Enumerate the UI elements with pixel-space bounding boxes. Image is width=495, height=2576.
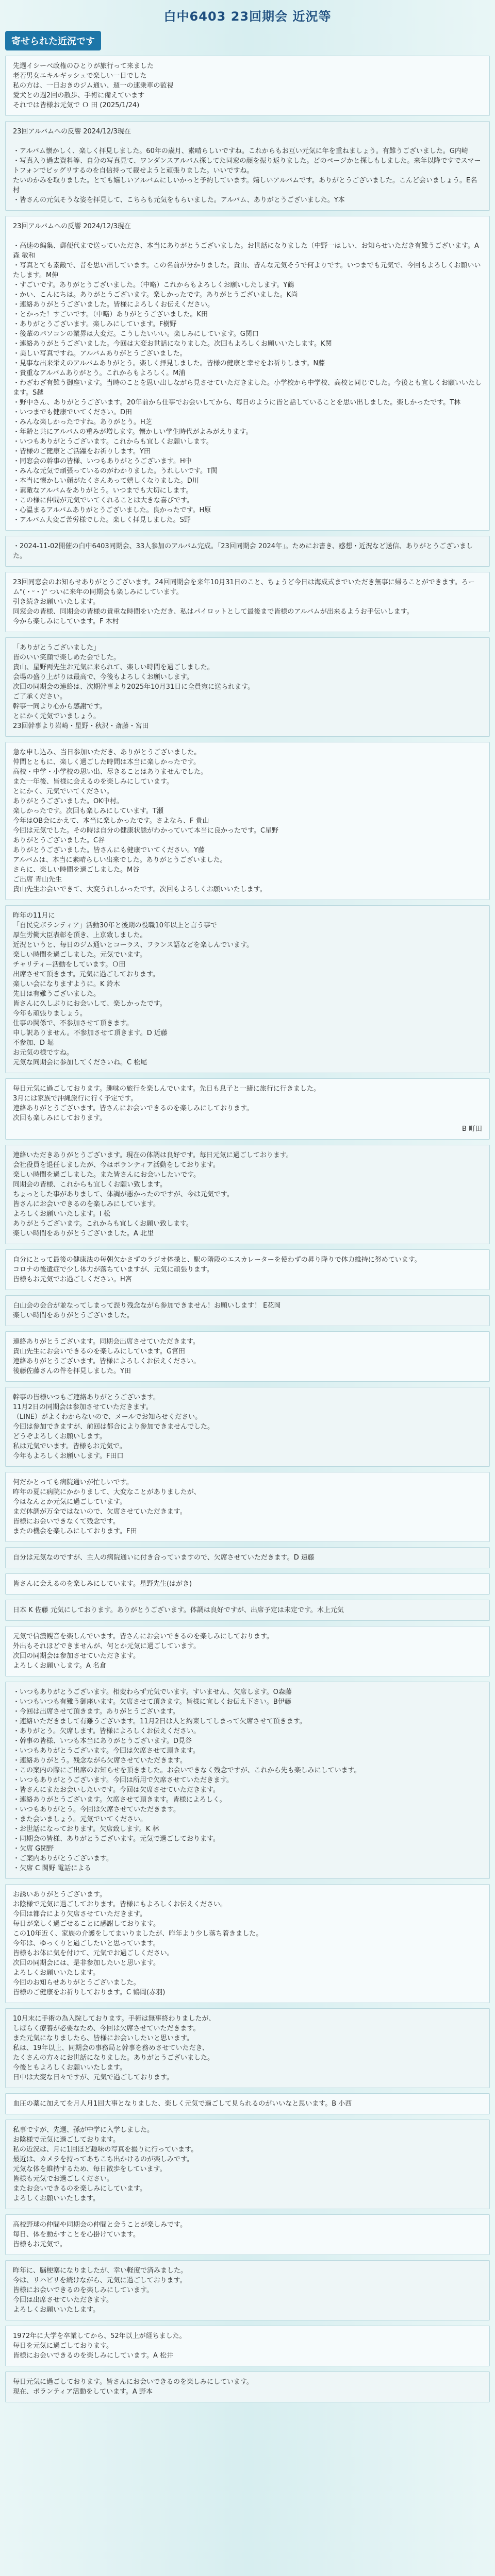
message-line: 日中は大変な日々ですが、元気で過ごしております。 [13, 2074, 173, 2081]
message-line: ・ありがとう。欠席します。皆様によろしくお伝えください。 [13, 1727, 200, 1735]
message-line: 老若男女エキルギッシュで楽しい一日でした [13, 72, 147, 80]
message-line: ・連絡ありがとうございました。皆様によろしくお伝えください。 [13, 301, 214, 309]
message-line: チャリティー活動をしています。Ｏ田 [13, 961, 126, 969]
message-line: 皆様もお元気で。 [13, 2241, 67, 2248]
message-entry [5, 1295, 490, 1326]
message-line: 先週イシーベ政権のひとりが旅行って来ました [13, 62, 154, 70]
message-line: 同窓会の皆様、同期会の皆様の貴重な時間をいただき、私はパイロットとして最後まで皆様のアルバムが出来るようお手伝いします。 [13, 608, 414, 616]
message-line: 毎日元気に過ごしております。皆さんにお会いできるのを楽しみにしています。 [13, 2378, 253, 2386]
message-entry [5, 2326, 490, 2366]
message-line: 出席させて頂きます。元気に過ごしております。 [13, 971, 159, 978]
message-line: 厚生労働大臣表彰を頂き、上京致しました。 [13, 931, 147, 939]
message-line: ・欠席 G関野 [13, 1845, 54, 1853]
message-entry [5, 56, 490, 116]
message-line: ・美しい写真ですね。アルバムありがとうございました。 [13, 350, 187, 358]
message-entry [5, 1884, 490, 2003]
message-line: 10月末に手術の為入院しております。手術は無事終わりましたが、 [13, 2015, 216, 2023]
section-badge: 寄せられた近況です [5, 31, 101, 50]
message-line: 楽しい時間を過ごしました。また皆さんにお会いしたいです。 [13, 1171, 200, 1179]
message-signature: B 町田 [461, 1125, 482, 1133]
message-line: ご出席 青山先生 [13, 876, 62, 884]
message-line: 近況というと、毎日のジム通いとコーラス、フランス語などを楽しんでいます。 [13, 941, 254, 949]
message-line: 急な申し込み、当日参加いただき、ありがとうございました。 [13, 749, 201, 756]
message-line: 仕事の関係で、不参加させて頂きます。 [13, 1020, 133, 1027]
message-line: この10年近く、家族の介護をしてまいりましたが、昨年より少し落ち着きました。 [13, 1930, 263, 1938]
message-line: 23回アルバムへの反響 2024/12/3現在 [13, 223, 131, 230]
message-line: 昨年の11月に [13, 912, 55, 920]
message-line: 先日は有難うございました。 [13, 990, 101, 998]
message-line: 今年は、ゆっくりと過ごしたいと思っています。 [13, 1940, 160, 1947]
message-entry [5, 2260, 490, 2320]
message-line: 今回は出席させていただきます。 [13, 2296, 113, 2304]
message-line: ・ありがとうございます。楽しみにしています。F樹野 [13, 320, 177, 328]
message-line: 自分は元気なのですが、主人の病院通いに付き合っていますので、欠席させていただきます。D 遠藤 [13, 1554, 315, 1562]
message-line: 白山会の会合が並なってしまって誤り残念ながら参加できません！お願いします！ E花岡 [13, 1302, 281, 1310]
message-line: お陰様で元気に過ごしております。皆様にもよろしくお伝えください。 [13, 1901, 227, 1908]
message-line: 最近は、カメラを持ってあちこち出かけるのが楽しみです。 [13, 2156, 193, 2163]
message-line: ・心温まるアルバムありがとうございました。良かったです。H原 [13, 506, 211, 514]
message-line: 今回のお知らせありがとうございました。 [13, 1979, 140, 1987]
message-entry [5, 1547, 490, 1568]
message-entry [5, 1600, 490, 1621]
message-entry [5, 2120, 490, 2209]
message-line: 連絡いただきありがとうございます。現在の体調は良好です。毎日元気に過ごしております。 [13, 1151, 293, 1159]
message-line: ・ご案内ありがとうございます。 [13, 1855, 113, 1862]
message-line: ありがとうございました。C谷 [13, 837, 105, 844]
message-line: 現在、ボランティア活動をしています。A 野本 [13, 2388, 153, 2396]
message-entry [5, 2093, 490, 2114]
message-line: ・いつもありがとうございます。今回は欠席させて頂きます。 [13, 1747, 200, 1755]
message-line: 23回幹事より岩崎・星野・秋沢・斎藤・宮田 [13, 722, 149, 730]
message-line: ・素敵なアルバムをありがとう。いつまでも大切にします。 [13, 487, 193, 495]
message-line: ・同期会の皆様、ありがとうございます。元気で過ごしております。 [13, 1835, 220, 1843]
message-line: 今はなんとか元気に過ごしています。 [13, 1498, 126, 1506]
message-line: 楽しかったです。次回も楽しみにしています。T瀬 [13, 807, 163, 815]
message-line: 高校・中学・小学校の思い出、尽きることはありませんでした。 [13, 768, 208, 776]
message-line: アルバムは、本当に素晴らしい出来でした。ありがとうございました。 [13, 856, 227, 864]
message-line: 貴山、星野両先生お元気に来られて、楽しい時間を過ごしました。 [13, 664, 214, 671]
message-line: ・いつもありがとうございます。今回は所用で欠席させていただきます。 [13, 1776, 233, 1784]
message-line: ・いつまでも健康でいてください。D田 [13, 409, 133, 416]
message-line: どうぞよろしくお願いします。 [13, 1433, 106, 1440]
message-line: ・いつもありがとうございます。これからも宜しくお願いします。 [13, 438, 213, 446]
message-line: 今は、リハビリを続けながら、元気に過ごしております。 [13, 2277, 187, 2284]
message-line: 皆さんにお会いできるのを楽しみにしています。 [13, 1200, 160, 1208]
message-line: ・お世話になっております。欠席致します。K 林 [13, 1825, 159, 1833]
message-line: 「ありがとうございました」 [13, 644, 101, 652]
message-line: ・欠席 C 関野 電話による [13, 1865, 91, 1872]
message-line: 外出もそれほどできませんが、何とか元気に過ごしています。 [13, 1642, 200, 1650]
message-line: 今回は都合により欠席させていただきます。 [13, 1910, 146, 1918]
message-line: 次回の同期会の連絡は、次期幹事より2025年10月31日に全員宛に送られます。 [13, 683, 255, 691]
message-line: 今後ともよろしくお願いいたします。 [13, 2064, 126, 2072]
message-line: 今年はOB会にかえて、本当に楽しかったです。さよなら、F 貴山 [13, 817, 209, 825]
message-entry [5, 742, 490, 900]
message-line: ご了承ください。 [13, 693, 67, 701]
message-line: ・連絡ありがとうございます。欠席させて頂きます。皆様によろしく。 [13, 1796, 226, 1804]
message-line [13, 137, 482, 146]
message-line: 申し訳ありません。不参加させて頂きます。D 近藤 [13, 1029, 168, 1037]
message-line: 私の近況は、月に1回ほど趣味の写真を撮りに行っています。 [13, 2146, 198, 2154]
message-line: 皆様にお会いできなくて残念です。 [13, 1518, 120, 1526]
message-line: よろしくお願いいたします。 [13, 2195, 100, 2202]
message-line: お陰様で元気に過ごしております。 [13, 2136, 120, 2144]
message-entry [5, 216, 490, 531]
message-line: 今回は元気でした。その時は自分の健康状態がわかっていて本当に良かったです。C星野 [13, 827, 279, 835]
message-line: ・野中さん、ありがとうございます。20年前から仕事でお会いしてから、毎日のように皆と話していることを思い出しました。楽しかったです。T林 [13, 399, 461, 406]
message-line: 自分にとって最後の健康法の毎朝欠かさずのラジオ体操と、駅の階段のエスカレーターを使わずの昇り降りで体力維持に努めています。 [13, 1256, 421, 1264]
message-line: ・後輩のパソコンの業界は大変だ。こうしたいいい。楽しみにしています。G関口 [13, 330, 259, 338]
message-line: ・高速の編集、郵便代まで送っていただき、本当にありがとうございました。お世話になりました（中野一はしい、お知らせいただき有難うございます。A森 敏和 [13, 242, 479, 260]
message-line: ・2024-11-02開催の白中6403同期会、33人参加のアルバム完成。「23回同期会 2024年」。ためにお書き、感想・近況など送信、ありがとうございました。 [13, 543, 473, 560]
message-line: 1972年に大学を卒業してから、52年以上が経ちました。 [13, 2332, 186, 2340]
message-line: ・いつもありがとうございます。相変わらず元気でいます。すいません、欠席します。O森藤 [13, 1688, 292, 1696]
message-line: ありがとうございます。これからも宜しくお願い致します。 [13, 1220, 193, 1228]
message-line: 貴山先生にお会いできるのを楽しみにしています。G宮田 [13, 1348, 186, 1355]
message-line: ・皆さんにまたお会いしたいです。今回は欠席させていただきます。 [13, 1786, 220, 1794]
message-line: 後藤佐藤さんの件を拝見しました。Y田 [13, 1367, 131, 1375]
message-line: ・この様に仲間が元気でいてくれることは大きな喜びです。 [13, 497, 193, 504]
message-line: 皆さんに会えるのを楽しみにしています。星野先生(はがき) [13, 1580, 192, 1588]
message-entry [5, 2008, 490, 2088]
message-line: ・幹事の皆様、いつも本当にありがとうございます。D見谷 [13, 1737, 192, 1745]
message-line: ・本当に懐かしい顔がたくさんあって嬉しくなりました。D川 [13, 477, 199, 485]
message-line: 昨年の夏に病院にかかりまして、大変なことがありましたが、 [13, 1488, 201, 1496]
message-line: 23回同窓会のお知らせありがとうございます。24回同期会を来年10月31日のこと、ちょうど今日は海成式までいただき無事に帰ることができます。ろーム"(・ᵕ・)" ついに来年の同期会も楽しみにしています。 [13, 579, 475, 596]
message-line: ・わざわざ有難う御座います。当時のことを思い出しながら見させていただきました。小学校から中学校、高校と同じでした。今後とも宜しくお願いいたします。S越 [13, 379, 482, 397]
message-line: 私は元気でいます。皆様もお元気で。 [13, 1443, 126, 1450]
message-line: ・すごいです。ありがとうございました。（中略）これからもよろしくお願いしたします。Y鶴 [13, 281, 294, 289]
message-line: 元気な同期会に参加してくださいね。C 松尾 [13, 1059, 147, 1066]
message-line: ・貴重なアルバムありがとう。これからもよろしく。M浦 [13, 369, 186, 377]
message-line: 元気で信濃観音を楽しんでいます。皆さんにお会いできるのを楽しみにしております。 [13, 1633, 273, 1640]
message-entry [5, 1472, 490, 1542]
message-line: 幹事の皆様いつもご連絡ありがとうございます。 [13, 1394, 160, 1401]
message-line: 血圧の薬に加えてを月人月1回大事となりました、楽しく元気で過ごして見られるのがいいなと思います。B 小西 [13, 2100, 352, 2108]
message-line: 毎日、体を動かすことを心掛けています。 [13, 2231, 140, 2239]
message-line: たいのかみを取りました。とても嬉しいアルバムにしいかっと予約しています。嬉しいアルバムです。ありがとうございました。こんど会いましょう。E名村 [13, 177, 477, 194]
message-line: ・同窓会の幹事の皆様、いつもありがとうございます。H中 [13, 457, 192, 465]
message-line: 連絡ありがとうございます。皆様によろしくお伝えください。 [13, 1358, 200, 1365]
message-line: ・いつもいつも有難う御座います。欠席させて頂きます。皆様に宜しくお伝え下さい。B伊藤 [13, 1698, 291, 1706]
message-line: 幹事一同より心から感謝です。 [13, 703, 106, 710]
message-line: お誘いありがとうございます。 [13, 1891, 106, 1899]
message-entry [5, 2371, 490, 2402]
message-line: よろしくお願いいたします。 [13, 1969, 100, 1977]
message-line: また元気になりましたら、皆様にお会いしたいと思います。 [13, 2035, 193, 2042]
message-line: 次回の同期会には、是非参加したいと思います。 [13, 1959, 160, 1967]
message-entry [5, 536, 490, 567]
message-line: ありがとうございました。OK中村。 [13, 798, 123, 805]
message-line: ・連絡ありがとうございました。今回は大変お世話になりました。次回もよろしくお願いいたします。K関 [13, 340, 332, 348]
message-line: 高校野球の仲間や同期会の仲間と会うことが楽しみです。 [13, 2221, 187, 2229]
message-line: 仲間とともに、楽しく過ごした時間は本当に楽しかったです。 [13, 758, 200, 766]
message-line: 皆様のご健康をお祈りしております。C 鶴岡(赤羽) [13, 1989, 166, 1996]
message-line: 引き続きお願いいたします。 [13, 598, 100, 606]
message-line: 次回の同期会は参加させていただきます。 [13, 1652, 140, 1660]
message-line: ・写真入り過去資料等、自分の写真見て、ワンダンスアルバム探してた同窓の顔を振り返りました。どのページかと探しもしました。来年以降ですでスマートフォンでビッグリするのを自信持って載せようと頑張りました。いいですね。 [13, 157, 481, 175]
message-line: 同期会の皆様、これからも宜しくお願い致します。 [13, 1181, 167, 1189]
message-entry [5, 1145, 490, 1244]
message-entry [5, 1682, 490, 1879]
message-line: ・また会いましょう。元気でいてください。 [13, 1816, 147, 1823]
message-line: 連絡ありがとうございます。皆さんにお会いできるのを楽しみにしております。 [13, 1105, 253, 1112]
message-line: ・今回は出席させて頂きます。ありがとうございます。 [13, 1708, 179, 1716]
message-line: ・写真とても素敵で、昔を思い出しています。この名前が分かりました。貴山、皆んな元気そうで何よりです。いつまでも元気で、今回もよろしくお願いいたします。M伸 [13, 262, 481, 279]
message-line: 楽しい時間をありがとうございました。 [13, 1312, 134, 1319]
message-line: 皆のいい笑顔で楽しめた会でした。 [13, 654, 121, 662]
message-line: ちょっとした事がありまして、体調が悪かったのですが、今は元気です。 [13, 1191, 234, 1198]
message-line: 「自民党ボランティア」活動30年と後期の役職10年以上と言う事で [13, 922, 218, 929]
message-line: 今年もよろしくお願いします。F田口 [13, 1452, 124, 1460]
message-line: よろしくお願いいたします。I 松 [13, 1210, 110, 1218]
message-line: コロナの後遺症で少し体力が落ちていますが、元気に頑張ります。 [13, 1266, 213, 1274]
message-entry [5, 121, 490, 211]
message-line: ありがとうございました。皆さんにも健康でいてください。Y藤 [13, 846, 205, 854]
message-line: 楽しい時間をありがとうございました。A 北里 [13, 1230, 154, 1238]
message-line: 楽しい時間を過ごしました。元気でいます。 [13, 951, 146, 959]
message-line: ・連絡ありがとう。残念ながら欠席させていただきます。 [13, 1757, 187, 1765]
message-line: ・皆様のご健康とご活躍をお祈りします。Y田 [13, 448, 151, 455]
message-line: たくさんの方々にお世話になりました。ありがとうございました。 [13, 2054, 214, 2062]
message-line: 皆様にお会いできるのを楽しみにしています。 [13, 2286, 153, 2294]
message-line: 皆様にお会いできるのを楽しみにしています。A 松井 [13, 2352, 173, 2360]
message-line: ・アルバム大変ご苦労様でした。楽しく拝見しました。S野 [13, 516, 191, 524]
message-line: 会場の盛り上がりは最高で、今後もよろしくお願いします。 [13, 673, 193, 681]
message-line: ・アルバム懐かしく、楽しく拝見しました。60年の歳月、素晴らしいですね。これからもお互い元気に年を重ねましょう。有難うございました。G内崎 [13, 147, 468, 155]
message-line: 元気な体を維持するため、毎日散歩をしています。 [13, 2165, 167, 2173]
message-entry [5, 1387, 490, 1467]
message-line: ・とかった！すごいです。（中略）ありがとうございました。K田 [13, 311, 208, 318]
message-entry [5, 637, 490, 737]
message-line: 11月2日の同期会は参加させていただきます。 [13, 1403, 153, 1411]
message-line [13, 231, 482, 241]
message-line: とにかく、元気でいてください。 [13, 788, 113, 795]
entries-list [5, 56, 490, 2402]
message-line: しばらく療養が必要なため、今回は欠席させていただきます。 [13, 2025, 200, 2032]
message-line: ・いつもありがとう。今回は欠席させていただきます。 [13, 1806, 180, 1814]
message-line: 23回アルバムへの反響 2024/12/3現在 [13, 128, 131, 135]
message-entry [5, 1573, 490, 1595]
message-line: 3月には家族で沖縄旅行に行く予定です。 [13, 1095, 138, 1103]
message-line: ・見事な出来栄えのアルバムありがとう。楽しく拝見しました。皆様の健康と幸せをお祈りします。N藤 [13, 360, 325, 367]
message-entry [5, 905, 490, 1073]
message-line: 今回は参加できますが、前回は都合により参加できませんでした。 [13, 1423, 214, 1431]
message-line: ・かい、こんにちは。ありがとうございます。楽しかったです。ありがとうございました。K尚 [13, 291, 298, 299]
message-line: （LINE）がよくわからないので、メールでお知らせください。 [13, 1413, 202, 1421]
message-line: 貴山先生お会いできて、大変うれしかったです。次回もよろしくお願いいたします。 [13, 886, 267, 893]
message-line: 私は、19年以上、同期会の事務局と幹事を務めさせていただき、 [13, 2044, 209, 2052]
message-line: 愛犬との週2回の散歩、手術に備えています [13, 92, 145, 99]
message-entry [5, 1626, 490, 1676]
message-line: 皆さんに久しぶりにお会いして、楽しかったです。 [13, 1000, 167, 1008]
message-line: またの機会を楽しみにしております。F田 [13, 1528, 137, 1535]
message-line: ・皆さんの元気そうな姿を拝見して、こちらも元気をもらいました。アルバム、ありがとうございました。Y本 [13, 196, 345, 204]
message-line: 不参加、D 堀 [13, 1039, 54, 1047]
message-entry [5, 572, 490, 632]
message-line: 私の方は、一日おきのジム通い、週一の速乗車の監視 [13, 82, 174, 90]
page-title: 白中6403 23回期会 近況等 [163, 9, 332, 24]
message-line: まだ体調が万全ではないので、欠席させていただきます。 [13, 1508, 187, 1516]
message-line: 毎日が楽しく過ごせることに感謝しております。 [13, 1920, 160, 1928]
message-line: 会社役員を退任しましたが、今はボランティア活動をしております。 [13, 1161, 220, 1169]
message-line: ・連絡いただきまして有難うございます。11月2日は人と約束してしまって欠席させて頂きます。 [13, 1718, 306, 1725]
message-line: よろしくお願いいたします。 [13, 2306, 100, 2314]
message-line: 連絡ありがとうございます。同期会出席させていただきます。 [13, 1338, 200, 1346]
message-entry [5, 1078, 490, 1140]
message-line: ・みんな元気で頑張っているのがわかりました。うれしいです。T関 [13, 467, 218, 475]
message-line: 楽しい会になりますように。K 鈴木 [13, 980, 120, 988]
message-line: 何だかとっても病院通いが忙しいです。 [13, 1479, 133, 1486]
message-line: 皆様もお元気でお過ごしください。H宮 [13, 1276, 132, 1283]
message-line: それでは皆様お元気で Ｏ 田 (2025/1/24) [13, 101, 140, 109]
message-line: 昨年に、脳梗塞になりましたが、幸い軽度で済みました。 [13, 2267, 188, 2275]
message-line: さらに、楽しい時間を過ごしました。M谷 [13, 866, 140, 874]
message-line: お元気の様ですね。 [13, 1049, 74, 1057]
message-line: ・みんな楽しかったですね。ありがとう。H芝 [13, 418, 152, 426]
message-line: 次回も楽しみにしております。 [13, 1114, 106, 1122]
message-line: 皆様もお体に気を付けて、元気でお過ごしください。 [13, 1950, 174, 1957]
message-entry [5, 1331, 490, 1382]
message-line: またお会いできるのを楽しみにしています。 [13, 2185, 146, 2193]
message-line: とにかく元気でいましょう。 [13, 713, 101, 720]
message-entry [5, 1249, 490, 1290]
message-line: 今年も頑張りましょう。 [13, 1010, 87, 1018]
message-line: 私事ですが、先週、孫が中学に入学しました。 [13, 2126, 154, 2134]
message-line: 毎日元気に過ごしております。趣味の旅行を楽しんでいます。先日も息子と一緒に旅行に行きました。 [13, 1085, 320, 1093]
message-line: 今から楽しみにしています。F 木村 [13, 618, 119, 625]
message-line: よろしくお願いします。A 名倉 [13, 1662, 106, 1670]
message-entry [5, 2214, 490, 2255]
message-line: ・年齢と共にアルバムの重みが増します。懐かしい学生時代がよみがえります。 [13, 428, 253, 436]
message-line: 皆様も元気でお過ごしください。 [13, 2175, 114, 2183]
message-line: 毎日を元気に過ごしております。 [13, 2342, 113, 2350]
message-line: 日本 K 佐藤 元気にしております。ありがとうございます。体調は良好ですが、出席予定は未定です。木上元気 [13, 1606, 344, 1614]
message-line: ・この案内の際にご出席のお知らせを頂きました。お会いできなく残念ですが、これから先も楽しみにしています。 [13, 1767, 361, 1774]
message-line: また一年後、皆様に会えるのを楽しみにしています。 [13, 778, 173, 786]
